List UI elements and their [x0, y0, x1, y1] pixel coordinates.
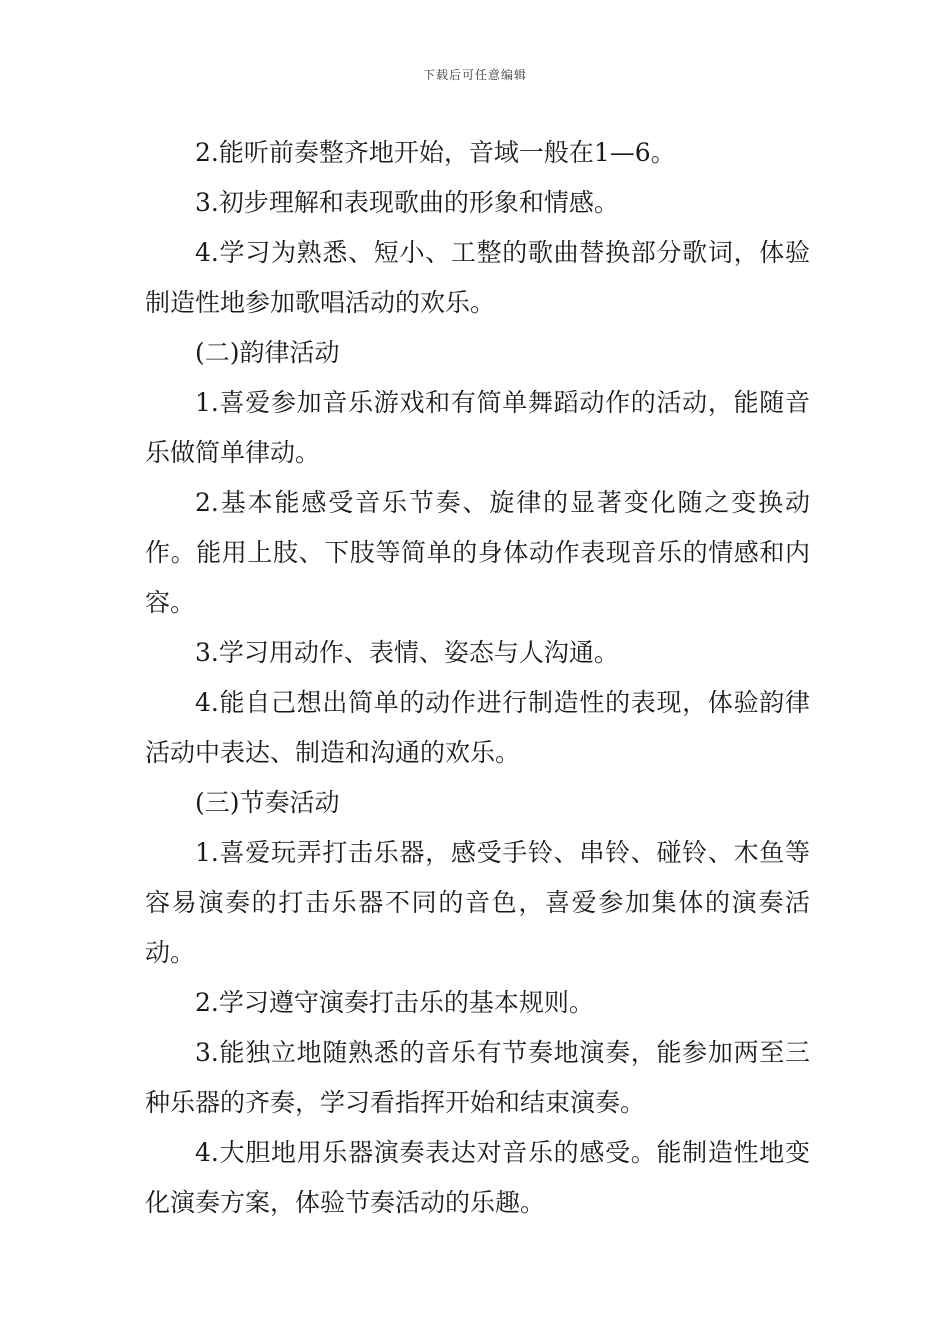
paragraph-movement-4: 4.能自己想出简单的动作进行制造性的表现，体验韵律活动中表达、制造和沟通的欢乐。 [145, 688, 810, 767]
paragraph-singing-3: 3.初步理解和表现歌曲的形象和情感。 [195, 188, 619, 217]
paragraph-rhythm-4: 4.大胆地用乐器演奏表达对音乐的感受。能制造性地变化演奏方案，体验节奏活动的乐趣。 [145, 1138, 810, 1217]
paragraph-movement-1: 1.喜爱参加音乐游戏和有简单舞蹈动作的活动，能随音乐做简单律动。 [145, 388, 810, 467]
section-heading-rhythm-movement: (二)韵律活动 [195, 338, 340, 367]
paragraph-rhythm-1: 1.喜爱玩弄打击乐器，感受手铃、串铃、碰铃、木鱼等容易演奏的打击乐器不同的音色，喜爱参加集体的演奏活动。 [145, 838, 810, 967]
paragraph-singing-4: 4.学习为熟悉、短小、工整的歌曲替换部分歌词，体验制造性地参加歌唱活动的欢乐。 [145, 238, 810, 317]
paragraph-rhythm-2: 2.学习遵守演奏打击乐的基本规则。 [195, 988, 594, 1017]
paragraph-rhythm-3: 3.能独立地随熟悉的音乐有节奏地演奏，能参加两至三种乐器的齐奏，学习看指挥开始和结束演奏。 [145, 1038, 810, 1117]
paragraph-singing-2: 2.能听前奏整齐地开始，音域一般在1—6。 [195, 138, 676, 167]
document-body [145, 128, 810, 1228]
page-header: 下载后可任意编辑 [422, 68, 527, 82]
paragraph-movement-2: 2.基本能感受音乐节奏、旋律的显著变化随之变换动作。能用上肢、下肢等简单的身体动作表现音乐的情感和内容。 [145, 488, 810, 617]
section-heading-rhythm-activity: (三)节奏活动 [195, 788, 340, 817]
paragraph-movement-3: 3.学习用动作、表情、姿态与人沟通。 [195, 638, 619, 667]
